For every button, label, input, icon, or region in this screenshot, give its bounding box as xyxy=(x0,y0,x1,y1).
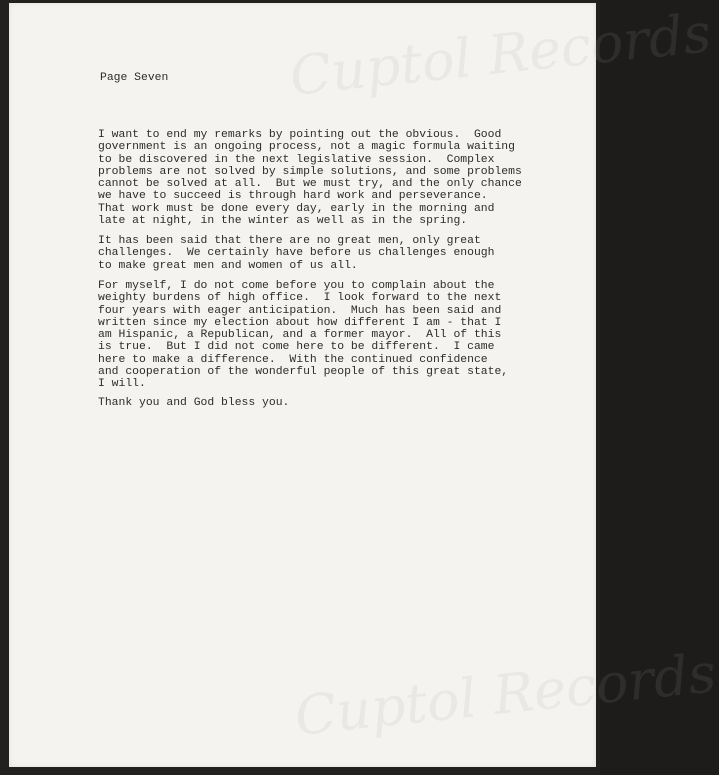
body-paragraph-2: It has been said that there are no great men, only great challenges. We certainly have before us challenges enough to make great men and women of us all. xyxy=(98,235,495,272)
watermark-top: Cuptol Records xyxy=(286,1,714,108)
page-heading: Page Seven xyxy=(100,72,169,84)
watermark-bottom: Cuptol Records xyxy=(291,641,719,748)
closing-line: Thank you and God bless you. xyxy=(98,397,290,409)
body-paragraph-3: For myself, I do not come before you to complain about the weighty burdens of high office. I look forward to the next four years with eager anticipation. Much has been said and written since my election about how different I am - that I am Hispanic, a Republican, and a former mayor. All of this is true. But I did not come here to be different. I came here to make a difference. With the continued confidence and cooperation of the wonderful people of this great state, I will. xyxy=(98,280,509,391)
body-paragraph-1: I want to end my remarks by pointing out the obvious. Good government is an ongoing process, not a magic formula waiting to be discovered in the next legislative session. Complex problems are not solved by simple solutions, and some problems cannot be solved at all. But we must try, and the only chance we have to succeed is through hard work and perseverance. That work must be done every day, early in the morning and late at night, in the winter as well as in the spring. xyxy=(98,129,522,228)
